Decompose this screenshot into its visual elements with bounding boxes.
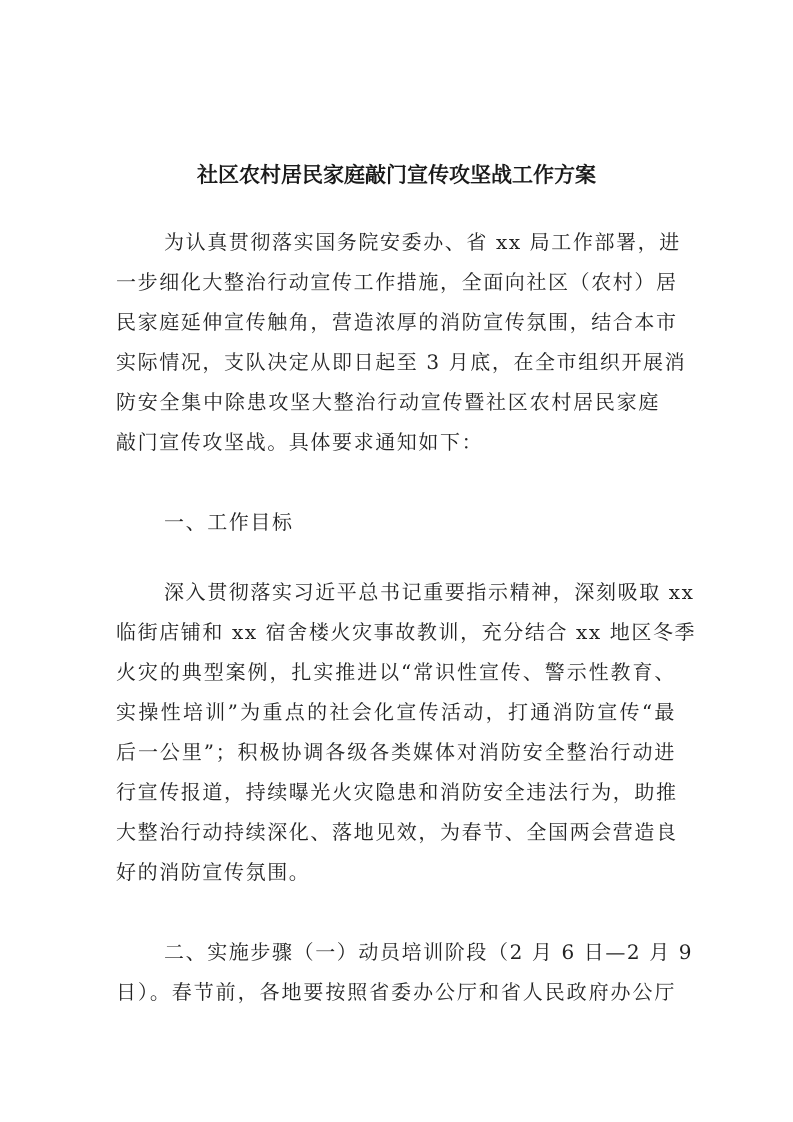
intro-line-6: 敲门宣传攻坚战。具体要求通知如下： (116, 430, 484, 454)
section1-line-8: 好的消防宣传氛围。 (116, 860, 311, 884)
section1-line-3: 火灾的典型案例，扎实推进以“常识性宣传、警示性教育、 (116, 660, 676, 684)
intro-line-5: 防安全集中除患攻坚大整治行动宣传暨社区农村居民家庭 (116, 390, 660, 414)
section1-line-2: 临街店铺和 xx 宿舍楼火灾事故教训，充分结合 xx 地区冬季 (116, 620, 697, 644)
section1-line-5: 后一公里”；积极协调各级各类媒体对消防安全整治行动进 (116, 740, 676, 764)
section1-line-7: 大整治行动持续深化、落地见效，为春节、全国两会营造良 (116, 820, 678, 844)
document-title: 社区农村居民家庭敲门宣传攻坚战工作方案 (197, 162, 596, 187)
section1-line-1: 深入贯彻落实习近平总书记重要指示精神，深刻吸取 xx (164, 580, 695, 604)
intro-line-4: 实际情况，支队决定从即日起至 3 月底，在全市组织开展消 (116, 350, 687, 374)
section1-line-4: 实操性培训”为重点的社会化宣传活动，打通消防宣传“最 (116, 700, 676, 724)
section-heading-work-goals: 一、工作目标 (164, 510, 294, 534)
intro-line-1: 为认真贯彻落实国务院安委办、省 xx 局工作部署，进 (164, 230, 681, 254)
intro-line-3: 民家庭延伸宣传触角，营造浓厚的消防宣传氛围，结合本市 (116, 310, 678, 334)
section2-line-2: 日）。春节前，各地要按照省委办公厅和省人民政府办公厅 (116, 980, 676, 1004)
section1-line-6: 行宣传报道，持续曝光火灾隐患和消防安全违法行为，助推 (116, 780, 678, 804)
section2-line-1: 二、实施步骤（一）动员培训阶段（2 月 6 日—2 月 9 (164, 940, 694, 964)
intro-line-2: 一步细化大整治行动宣传工作措施，全面向社区（农村）居 (116, 270, 678, 294)
